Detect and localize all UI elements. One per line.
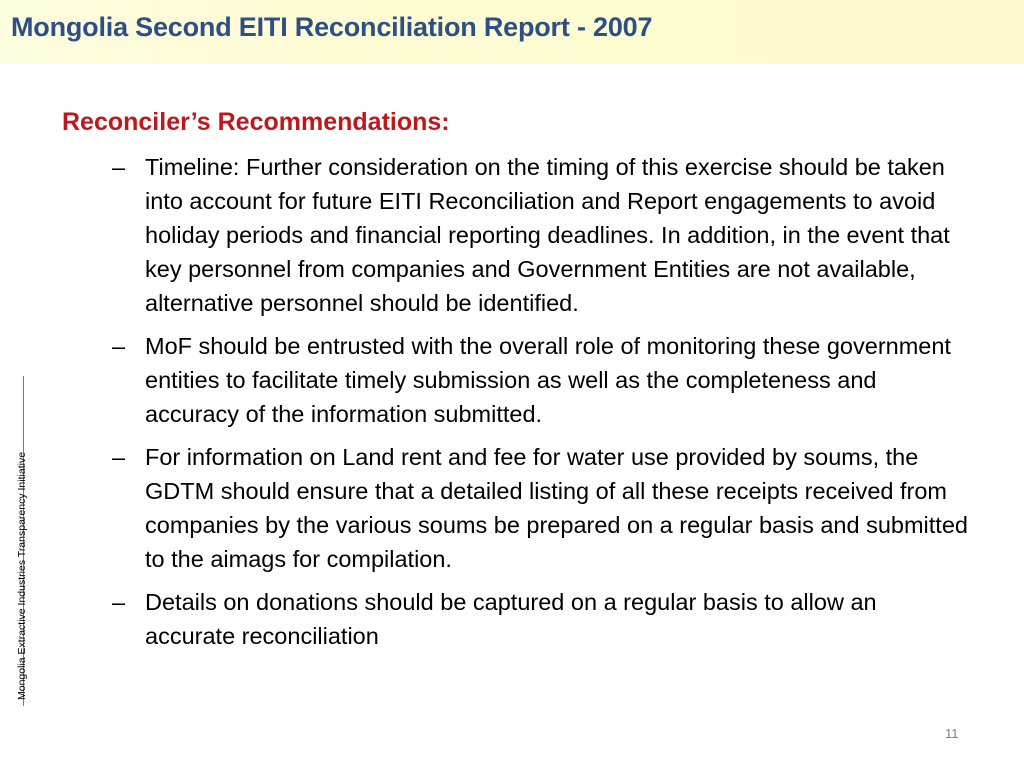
recommendations-list: [112, 150, 972, 662]
dash-bullet: –: [112, 589, 126, 615]
dash-bullet: –: [112, 444, 126, 470]
section-heading: Reconciler’s Recommendations:: [62, 108, 450, 136]
side-label: Mongolia Extractive Industries Transparency Initiative: [16, 451, 28, 700]
recommendation-item: [112, 440, 972, 576]
dash-bullet: –: [112, 154, 126, 180]
recommendation-text: MoF should be entrusted with the overall role of monitoring these government entities to facilitate timely submission as well as the completeness and accuracy of the information submitted.: [145, 333, 951, 427]
recommendation-item: [112, 585, 972, 653]
slide-title: Mongolia Second EITI Reconciliation Report - 2007: [11, 12, 653, 42]
recommendation-text: Details on donations should be captured on a regular basis to allow an accurate reconciliation: [145, 589, 877, 649]
recommendation-text: Timeline: Further consideration on the timing of this exercise should be taken into account for future EITI Reconciliation and Report engagements to avoid holiday periods and financial reporting deadlines. In addition, in the event that key personnel from companies and Government Entities are not available, alternative personnel should be identified.: [145, 154, 950, 316]
title-bar: [0, 0, 1024, 64]
recommendation-item: [112, 329, 972, 431]
dash-bullet: –: [112, 333, 126, 359]
recommendation-item: [112, 150, 972, 320]
page-number: 11: [945, 726, 959, 741]
recommendation-text: For information on Land rent and fee for water use provided by soums, the GDTM should ensure that a detailed listing of all these receipts received from companies by the various soums be prepared on a regular basis and submitted to the aimags for compilation.: [145, 444, 968, 572]
